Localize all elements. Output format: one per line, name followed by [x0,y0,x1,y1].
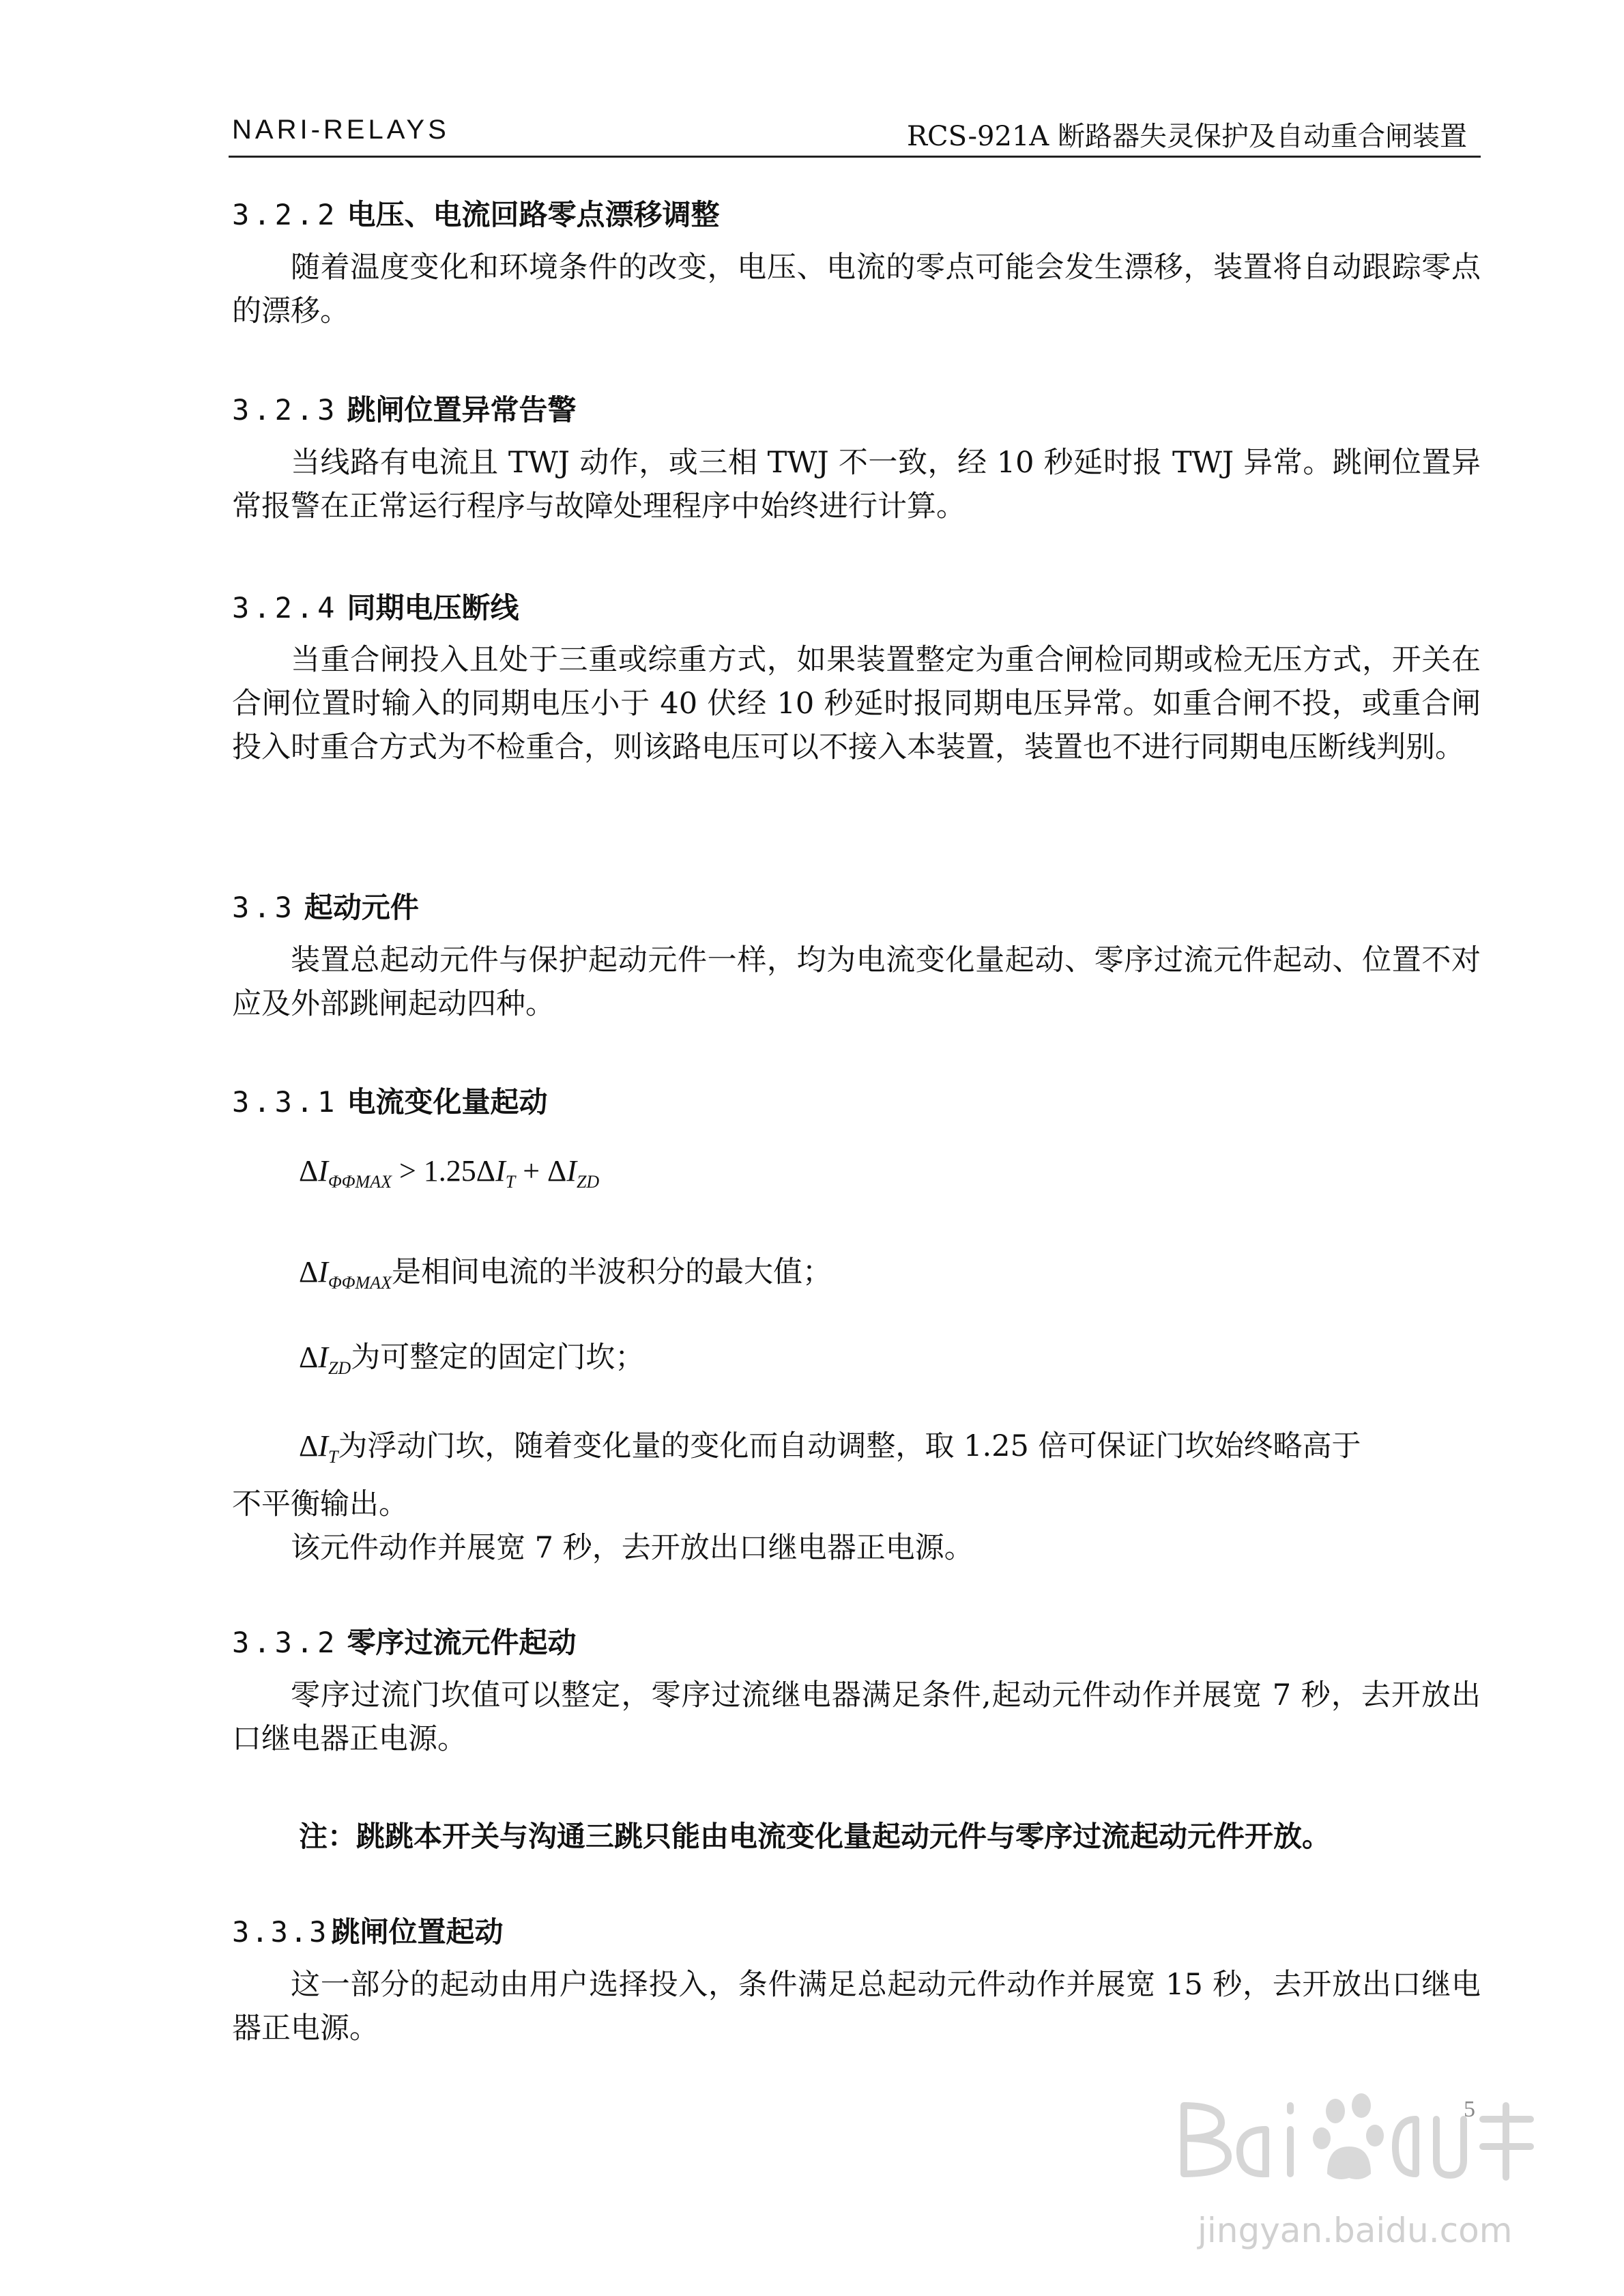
heading-3-2-2 [232,192,719,233]
header-doc-title: RCS-921A 断路器失灵保护及自动重合闸装置 [906,121,1467,152]
paragraph-3-2-4: 当重合闸投入且处于三重或综重方式，如果装置整定为重合闸检同期或检无压方式，开关在合闸位置时输入的同期电压小于 40 伏经 10 秒延时报同期电压异常。如重合闸不投，或重合闸投入时重合方式为不检重合，则该路电压可以不接入本装置，装置也不进行同期电压断线判别。 [232,643,1481,764]
section-title: 跳闸位置起动 [331,1915,504,1949]
section-number: 3.3.2 [232,1626,339,1659]
paragraph-3-3: 装置总起动元件与保护起动元件一样，均为电流变化量起动、零序过流元件起动、位置不对应及外部跳闸起动四种。 [232,943,1481,1021]
paragraph-3-3-3: 这一部分的起动由用户选择投入，条件满足总起动元件动作并展宽 15 秒，去开放出口继电器正电源。 [232,1968,1481,2046]
section-title: 跳闸位置异常告警 [347,393,577,427]
section-number: 3.3.3 [232,1915,329,1949]
paragraph-3-3-1: 该元件动作并展宽 7 秒，去开放出口继电器正电源。 [291,1531,974,1565]
paragraph-3-2-3: 当线路有电流且 TWJ 动作，或三相 TWJ 不一致，经 10 秒延时报 TWJ 异常。跳闸位置异常报警在正常运行程序与故障处理程序中始终进行计算。 [232,446,1481,523]
heading-3-2-3 [232,388,576,429]
baidu-jingyan-watermark [1157,2078,1549,2276]
heading-3-3 [232,885,419,926]
section-title: 同期电压断线 [347,591,519,625]
section-number: 3.2.3 [232,393,339,427]
definition-delta-i-zd: $\Delta I_{ZD}$为可整定的固定门坎； [299,1340,645,1378]
paragraph-3-3-2: 零序过流门坎值可以整定，零序过流继电器满足条件,起动元件动作并展宽 7 秒，去开放出口继电器正电源。 [232,1678,1481,1756]
svg-text:jingyan.baidu.com: jingyan.baidu.com [1198,2211,1513,2250]
section-number: 3.3 [232,891,296,924]
page-number: 5 [1464,2097,1475,2122]
section-title: 起动元件 [304,891,419,924]
formula-delta-i: $\Delta I_{\Phi\Phi MAX} > 1.25\Delta I_T + \Delta I_{ZD}$ [299,1154,600,1192]
heading-3-2-4 [232,586,519,627]
definition-continuation: 不平衡输出。 [232,1487,408,1521]
section-title: 电压、电流回路零点漂移调整 [347,198,720,231]
section-title: 零序过流元件起动 [347,1626,577,1659]
section-number: 3.2.2 [232,198,339,231]
header-brand: NARI-RELAYS [232,115,450,145]
heading-3-3-2 [232,1620,576,1661]
section-number: 3.2.4 [232,591,339,625]
section-title: 电流变化量起动 [347,1085,548,1119]
heading-3-3-1 [232,1080,547,1121]
heading-3-3-3 [232,1910,503,1951]
paragraph-3-2-2: 随着温度变化和环境条件的改变，电压、电流的零点可能会发生漂移，装置将自动跟踪零点的漂移。 [232,250,1481,328]
section-number: 3.3.1 [232,1085,339,1119]
definition-delta-i-t: $\Delta I_T$为浮动门坎，随着变化量的变化而自动调整，取 1.25 倍可保证门坎始终略高于 [299,1429,1361,1467]
header-rule [229,156,1481,158]
note: 注：跳跳本开关与沟通三跳只能由电流变化量起动元件与零序过流起动元件开放。 [299,1820,1331,1853]
definition-delta-i-max: $\Delta I_{\Phi\Phi MAX}$是相间电流的半波积分的最大值； [299,1255,832,1293]
